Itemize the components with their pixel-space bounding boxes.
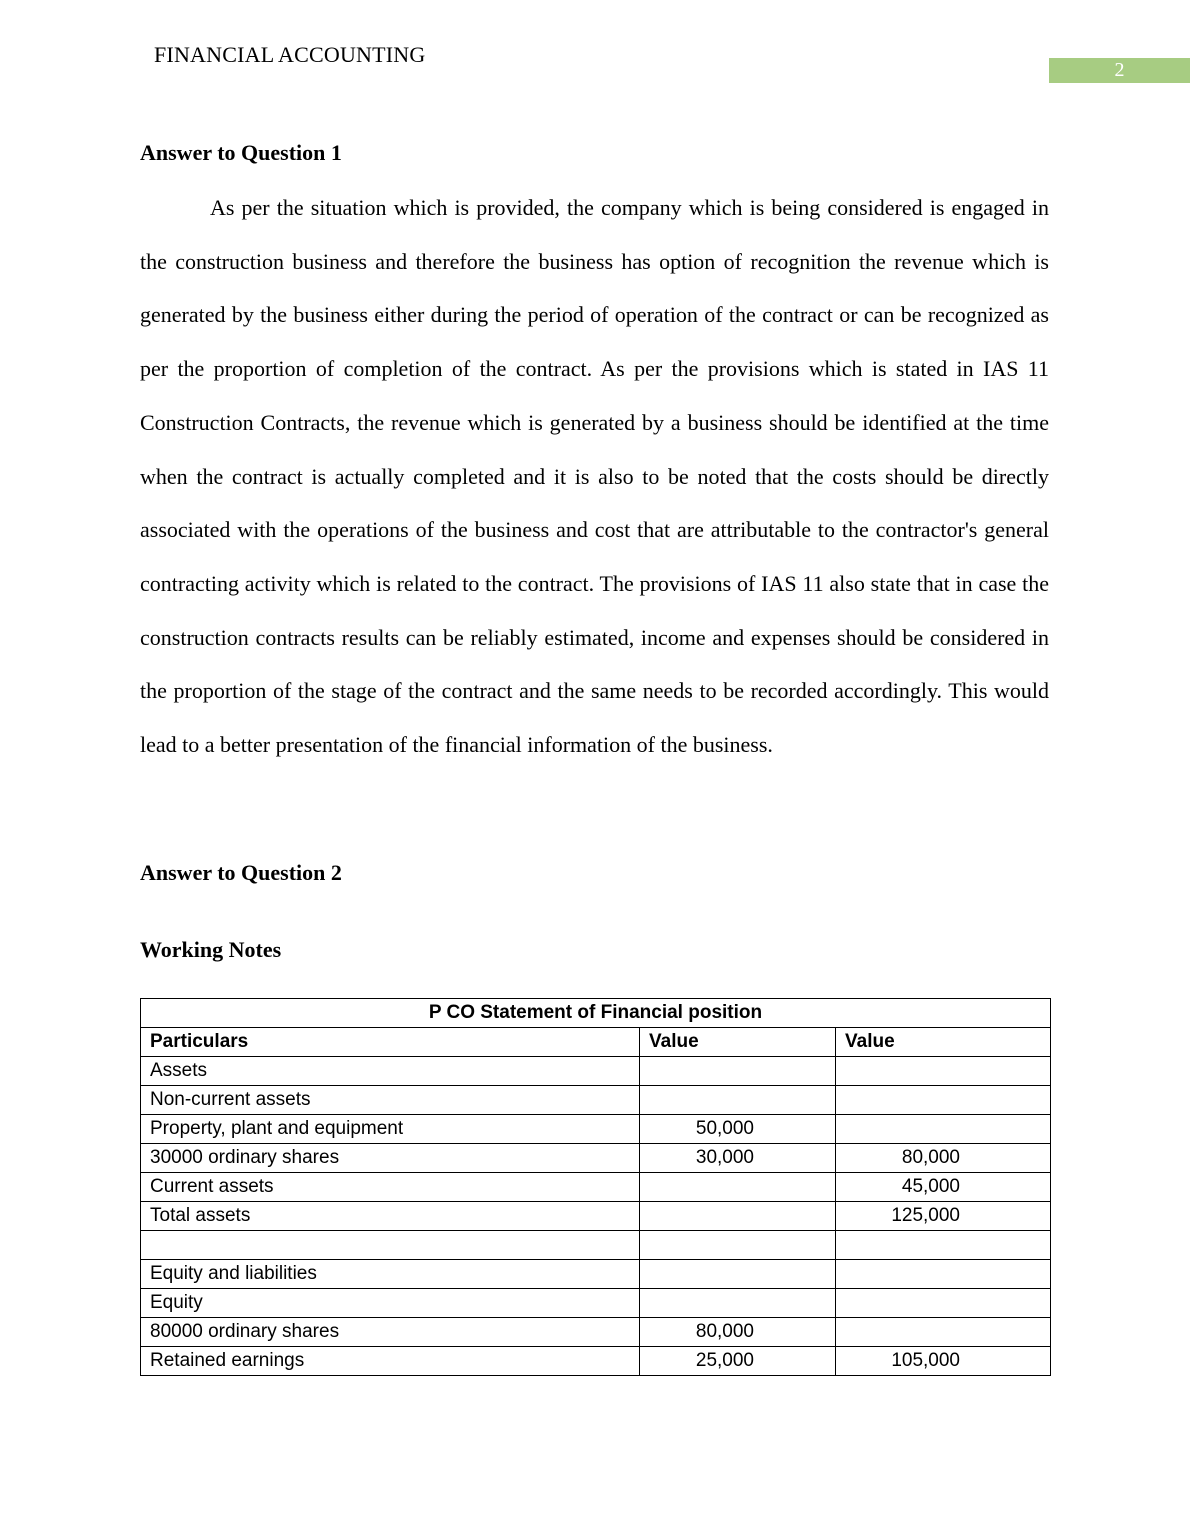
table-row	[141, 1202, 1051, 1231]
row-label: Property, plant and equipment	[141, 1115, 640, 1144]
row-value-2	[836, 1115, 1051, 1144]
table-row	[141, 1173, 1051, 1202]
row-value-1	[640, 1260, 836, 1289]
row-value-2	[836, 1231, 1051, 1260]
row-value-2: 45,000	[836, 1173, 1051, 1202]
row-label: Current assets	[141, 1173, 640, 1202]
column-header-particulars: Particulars	[141, 1028, 640, 1057]
table-row	[141, 1144, 1051, 1173]
row-label: Total assets	[141, 1202, 640, 1231]
table-row	[141, 1347, 1051, 1376]
question-1-answer-paragraph: As per the situation which is provided, the company which is being considered is engaged in the construction business and therefore the business has option of recognition the revenue which is generated by the business either during the period of operation of the contract or can be recognized as per the proportion of completion of the contract. As per the provisions which is stated in IAS 11 Construction Contracts, the revenue which is generated by a business should be identified at the time when the contract is actually completed and it is also to be noted that the costs should be directly associated with the operations of the business and cost that are attributable to the contractor's general contracting activity which is related to the contract. The provisions of IAS 11 also state that in case the construction contracts results can be reliably estimated, income and expenses should be considered in the proportion of the stage of the contract and the same needs to be recorded accordingly. This would lead to a better presentation of the financial information of the business.	[140, 195, 1049, 758]
column-header-value-2: Value	[836, 1028, 1051, 1057]
page-number-badge: 2	[1049, 58, 1190, 83]
table-row	[141, 1289, 1051, 1318]
row-value-1: 25,000	[640, 1347, 836, 1376]
row-value-1	[640, 1202, 836, 1231]
row-label: Equity	[141, 1289, 640, 1318]
row-value-2	[836, 1318, 1051, 1347]
row-label: Non-current assets	[141, 1086, 640, 1115]
row-value-1	[640, 1173, 836, 1202]
column-header-value-1: Value	[640, 1028, 836, 1057]
table-row	[141, 1231, 1051, 1260]
row-value-1	[640, 1289, 836, 1318]
row-value-2	[836, 1057, 1051, 1086]
row-label: Assets	[141, 1057, 640, 1086]
row-value-2	[836, 1260, 1051, 1289]
row-value-2	[836, 1086, 1051, 1115]
row-value-2	[836, 1289, 1051, 1318]
row-value-2: 105,000	[836, 1347, 1051, 1376]
row-label	[141, 1231, 640, 1260]
row-value-1	[640, 1086, 836, 1115]
table-row	[141, 1260, 1051, 1289]
row-value-1	[640, 1231, 836, 1260]
row-label: 80000 ordinary shares	[141, 1318, 640, 1347]
row-value-1	[640, 1057, 836, 1086]
question-1-heading: Answer to Question 1	[140, 140, 342, 165]
working-notes-heading: Working Notes	[140, 937, 282, 962]
row-label: Equity and liabilities	[141, 1260, 640, 1289]
table-row	[141, 1057, 1051, 1086]
table-header-row	[141, 1028, 1051, 1057]
row-value-1: 50,000	[640, 1115, 836, 1144]
row-label: 30000 ordinary shares	[141, 1144, 640, 1173]
row-value-1: 30,000	[640, 1144, 836, 1173]
row-value-2: 125,000	[836, 1202, 1051, 1231]
row-label: Retained earnings	[141, 1347, 640, 1376]
running-header-title: FINANCIAL ACCOUNTING	[154, 42, 426, 67]
row-value-1: 80,000	[640, 1318, 836, 1347]
table-row	[141, 1318, 1051, 1347]
table-row	[141, 1115, 1051, 1144]
row-value-2: 80,000	[836, 1144, 1051, 1173]
table-row	[141, 1086, 1051, 1115]
table-title: P CO Statement of Financial position	[141, 999, 1051, 1028]
question-2-heading: Answer to Question 2	[140, 860, 342, 885]
financial-position-table	[140, 998, 1051, 1376]
